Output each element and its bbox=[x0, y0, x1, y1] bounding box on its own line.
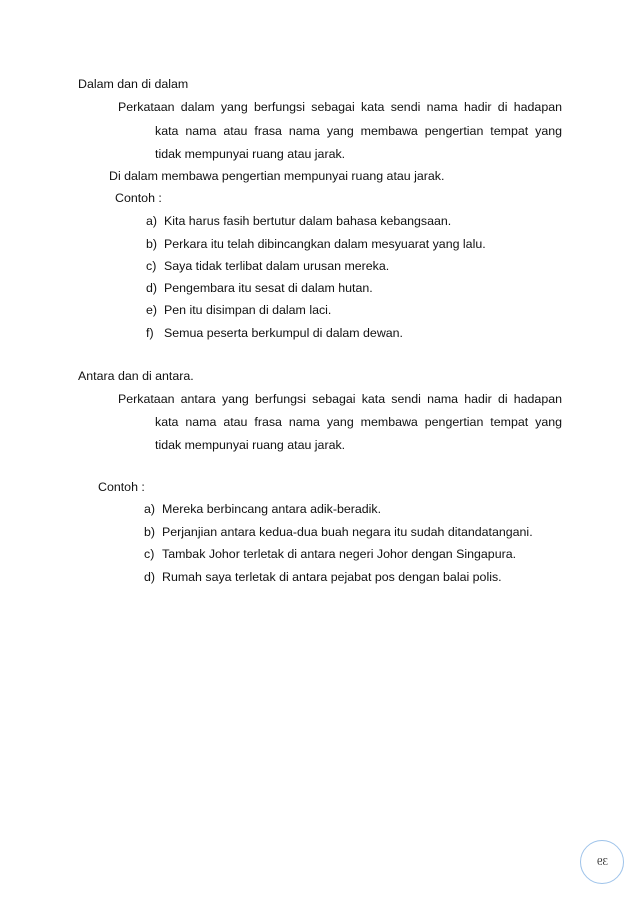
example-text: Tambak Johor terletak di antara negeri Johor dengan Singapura. bbox=[162, 547, 517, 561]
example-marker: c) bbox=[144, 547, 155, 561]
example-marker: b) bbox=[146, 237, 158, 251]
example-text: Perkara itu telah dibincangkan dalam mesyuarat yang lalu. bbox=[164, 237, 486, 251]
example-marker: a) bbox=[146, 214, 158, 228]
example-item bbox=[144, 547, 516, 562]
example-marker: b) bbox=[144, 525, 156, 539]
example-item bbox=[144, 570, 502, 585]
definition-line-2: kata nama atau frasa nama yang membawa pengertian tempat yang bbox=[155, 415, 562, 429]
definition-line-2: kata nama atau frasa nama yang membawa pengertian tempat yang bbox=[155, 124, 562, 138]
example-text: Mereka berbincang antara adik-beradik. bbox=[162, 502, 382, 516]
example-marker: d) bbox=[146, 281, 158, 295]
note-line: Di dalam membawa pengertian mempunyai ruang atau jarak. bbox=[109, 169, 445, 183]
example-item bbox=[146, 259, 389, 274]
section-heading-antara: Antara dan di antara. bbox=[78, 369, 194, 383]
example-item bbox=[144, 502, 381, 517]
definition-line-1: Perkataan antara yang berfungsi sebagai kata sendi nama hadir di hadapan bbox=[118, 392, 562, 406]
definition-line-3: tidak mempunyai ruang atau jarak. bbox=[155, 147, 346, 161]
page-number: 39 bbox=[596, 856, 608, 868]
definition-line-3: tidak mempunyai ruang atau jarak. bbox=[155, 438, 346, 452]
example-item bbox=[146, 281, 373, 296]
page-number-badge bbox=[580, 840, 624, 884]
example-text: Saya tidak terlibat dalam urusan mereka. bbox=[164, 259, 390, 273]
contoh-label: Contoh : bbox=[115, 191, 162, 205]
section-heading-dalam: Dalam dan di dalam bbox=[78, 77, 189, 91]
example-item bbox=[144, 525, 533, 540]
example-item bbox=[146, 214, 451, 229]
example-item bbox=[146, 303, 331, 318]
contoh-label: Contoh : bbox=[98, 480, 145, 494]
example-marker: d) bbox=[144, 570, 156, 584]
example-marker: c) bbox=[146, 259, 157, 273]
example-text: Rumah saya terletak di antara pejabat pos dengan balai polis. bbox=[162, 570, 502, 584]
example-marker: f) bbox=[146, 326, 154, 340]
example-text: Pengembara itu sesat di dalam hutan. bbox=[164, 281, 373, 295]
definition-line-1: Perkataan dalam yang berfungsi sebagai kata sendi nama hadir di hadapan bbox=[118, 100, 562, 114]
example-text: Perjanjian antara kedua-dua buah negara itu sudah ditandatangani. bbox=[162, 525, 533, 539]
example-marker: a) bbox=[144, 502, 156, 516]
example-marker: e) bbox=[146, 303, 158, 317]
example-text: Semua peserta berkumpul di dalam dewan. bbox=[164, 326, 403, 340]
example-text: Pen itu disimpan di dalam laci. bbox=[164, 303, 332, 317]
example-item bbox=[146, 326, 403, 341]
example-text: Kita harus fasih bertutur dalam bahasa kebangsaan. bbox=[164, 214, 452, 228]
example-item bbox=[146, 237, 486, 252]
